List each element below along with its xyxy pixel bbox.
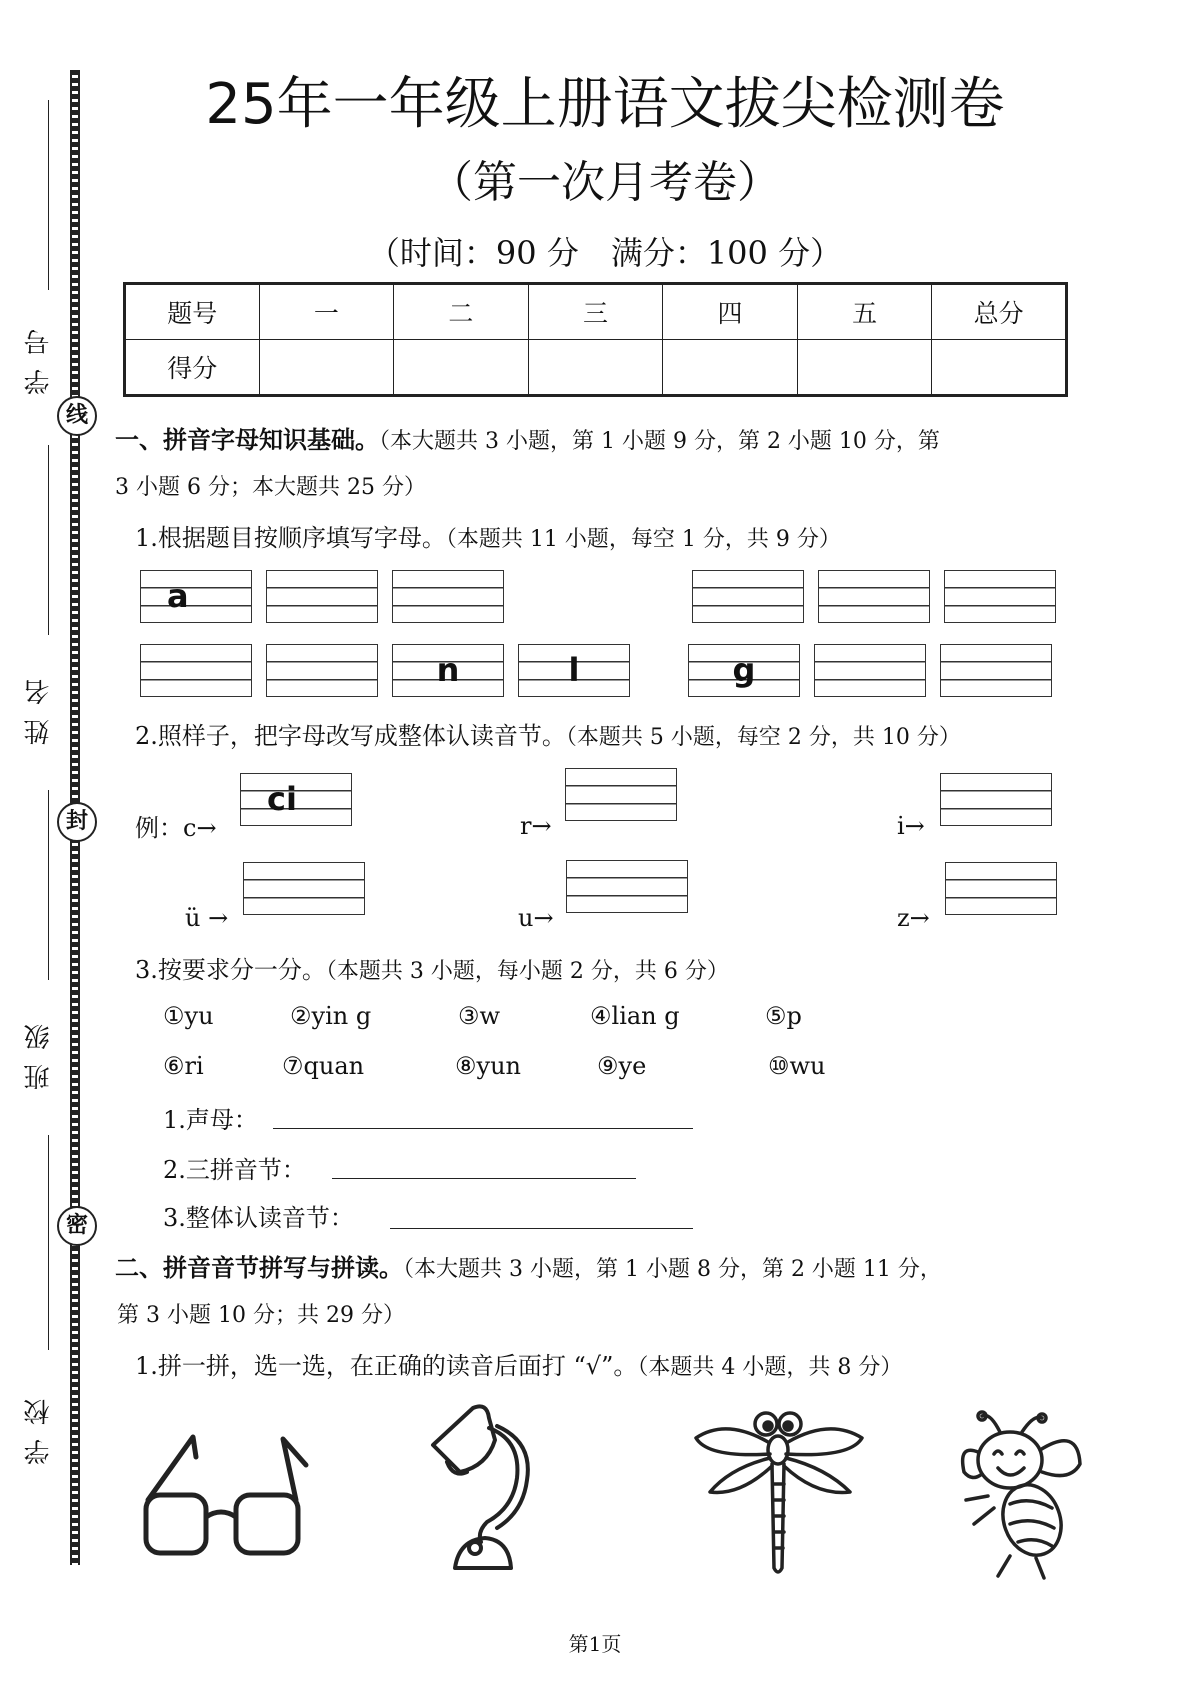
pinyin-grid[interactable] [818, 570, 930, 623]
pinyin-grid[interactable] [814, 644, 926, 697]
margin-blank-line [48, 100, 49, 290]
option-item: ④lian g [590, 1002, 680, 1030]
question-prompt: 2.照样子，把字母改写成整体认读音节。 [135, 722, 566, 750]
pinyin-grid[interactable] [688, 644, 800, 697]
margin-blank-line [48, 445, 49, 635]
question-1-2 [135, 716, 961, 751]
rewrite-prompt: r→ [520, 812, 552, 840]
label-name: 姓名 [24, 665, 54, 745]
dragonfly-icon [690, 1408, 870, 1580]
score-input-cell[interactable] [797, 340, 932, 396]
section-heading: 一、拼音字母知识基础。 [115, 426, 379, 454]
section2-title [115, 1248, 942, 1283]
glasses-icon [138, 1425, 318, 1575]
section-note-cont: 3 小题 6 分；本大题共 25 分） [115, 475, 426, 500]
blank-label: 1.声母： [163, 1106, 258, 1134]
score-input-cell[interactable] [663, 340, 798, 396]
seal-feng: 封 [57, 802, 97, 842]
pinyin-grid[interactable] [565, 768, 677, 821]
rewrite-prompt: ü → [185, 904, 229, 932]
score-cell: 总分 [932, 284, 1067, 340]
score-table [123, 282, 1068, 397]
score-cell: 题号 [125, 284, 260, 340]
score-value-row [125, 340, 1067, 396]
option-item: ③w [458, 1002, 501, 1030]
question-note: （本题共 4 小题，共 8 分） [637, 1355, 903, 1380]
label-class: 班级 [24, 1010, 54, 1090]
page-number: 第1页 [568, 1632, 622, 1656]
score-cell: 三 [528, 284, 663, 340]
option-item: ②yin g [290, 1002, 372, 1030]
score-cell: 一 [259, 284, 394, 340]
lamp-icon [425, 1400, 545, 1578]
option-item: ①yu [163, 1002, 214, 1030]
rewrite-prompt: u→ [518, 904, 554, 932]
pinyin-grid[interactable] [945, 862, 1057, 915]
pinyin-grid[interactable] [692, 570, 804, 623]
rewrite-prompt: i→ [897, 812, 925, 840]
section-note-cont: 第 3 小题 10 分；共 29 分） [117, 1303, 405, 1328]
pinyin-grid[interactable] [266, 570, 378, 623]
pinyin-grid[interactable] [140, 570, 252, 623]
pinyin-grid[interactable] [940, 644, 1052, 697]
score-header-row [125, 284, 1067, 340]
grid-letter: g [732, 651, 756, 689]
section1-title [115, 420, 940, 455]
pinyin-grid[interactable] [518, 644, 630, 697]
question-prompt: 3.按要求分一分。 [135, 956, 326, 984]
section-note: （本大题共 3 小题，第 1 小题 9 分，第 2 小题 10 分，第 [379, 429, 940, 454]
answer-blank[interactable] [273, 1128, 693, 1129]
grid-letter: n [436, 651, 460, 689]
section-heading: 二、拼音音节拼写与拼读。 [115, 1254, 403, 1282]
score-input-cell[interactable] [932, 340, 1067, 396]
score-cell: 四 [663, 284, 798, 340]
page-subtitle: （第一次月考卷） [429, 157, 781, 208]
section-note: （本大题共 3 小题，第 1 小题 8 分，第 2 小题 11 分， [403, 1257, 942, 1282]
page-title: 25年一年级上册语文拔尖检测卷 [205, 72, 1005, 137]
label-student-number: 学号 [24, 315, 54, 395]
label-school: 学校 [24, 1385, 54, 1465]
question-note: （本题共 5 小题，每空 2 分，共 10 分） [565, 725, 961, 750]
option-item: ⑤p [765, 1002, 802, 1030]
question-prompt: 1.根据题目按顺序填写字母。 [135, 524, 446, 552]
pinyin-grid[interactable] [392, 644, 504, 697]
question-prompt: 1.拼一拼，选一选，在正确的读音后面打 “√”。 [135, 1352, 638, 1380]
rewrite-prompt: z→ [897, 904, 930, 932]
pinyin-grid[interactable] [266, 644, 378, 697]
pinyin-grid[interactable] [566, 860, 688, 913]
answer-blank[interactable] [390, 1228, 693, 1229]
margin-blank-line [48, 790, 49, 980]
pinyin-grid[interactable] [243, 862, 365, 915]
option-item: ⑥ri [163, 1052, 204, 1080]
grid-letter: a [167, 577, 189, 615]
question-2-1 [135, 1346, 902, 1381]
score-input-cell[interactable] [259, 340, 394, 396]
grid-letter: l [568, 651, 580, 689]
pinyin-grid[interactable] [944, 570, 1056, 623]
question-1-1 [135, 518, 841, 553]
score-cell: 二 [394, 284, 529, 340]
example-label: 例：c→ [135, 814, 217, 842]
option-item: ⑧yun [455, 1052, 521, 1080]
option-item: ⑨ye [597, 1052, 647, 1080]
blank-label: 3.整体认读音节： [163, 1204, 354, 1232]
score-input-cell[interactable] [528, 340, 663, 396]
score-cell: 五 [797, 284, 932, 340]
score-cell: 得分 [125, 340, 260, 396]
margin-blank-line [48, 1135, 49, 1350]
exam-timing: （时间：90 分 满分：100 分） [367, 234, 843, 272]
pinyin-grid[interactable] [940, 773, 1052, 826]
seal-xian: 线 [57, 396, 97, 436]
bee-icon [960, 1408, 1090, 1583]
blank-label: 2.三拼音节： [163, 1156, 306, 1184]
pinyin-grid[interactable] [392, 570, 504, 623]
question-1-3 [135, 950, 729, 985]
option-item: ⑩wu [768, 1052, 826, 1080]
seal-mi: 密 [57, 1206, 97, 1246]
question-note: （本题共 3 小题，每小题 2 分，共 6 分） [325, 959, 729, 984]
score-input-cell[interactable] [394, 340, 529, 396]
question-note: （本题共 11 小题，每空 1 分，共 9 分） [445, 527, 841, 552]
option-item: ⑦quan [282, 1052, 365, 1080]
pinyin-grid-example [240, 773, 352, 826]
pinyin-grid[interactable] [140, 644, 252, 697]
answer-blank[interactable] [332, 1178, 636, 1179]
example-answer: ci [267, 780, 297, 818]
